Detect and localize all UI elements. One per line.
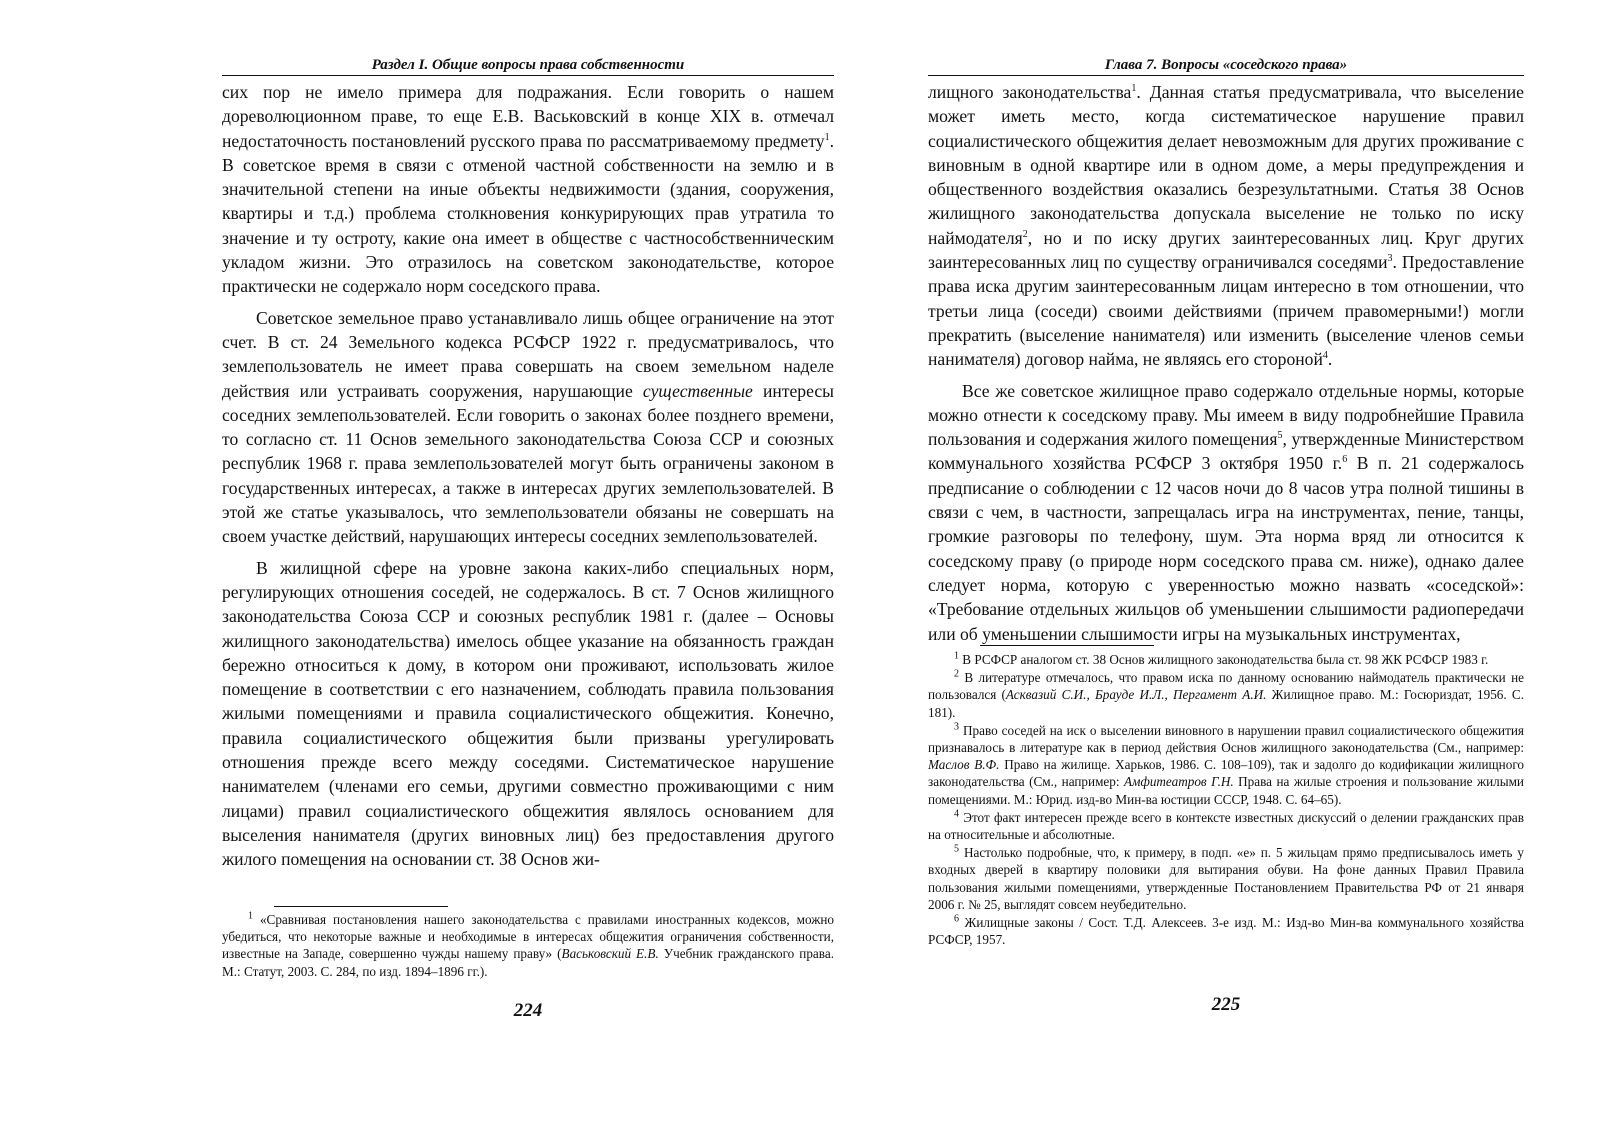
text-run: Право на жилище. Харьков, 1986. С. 108–109), так и задолго до кодификации жилищного законодательства (См., например: [928,757,1524,790]
footnote-ref: 1 [824,131,830,143]
text-run: Этот факт интересен прежде всего в контексте известных дискуссий о делении гражданских прав на относительные и абсолютные. [928,809,1524,843]
right-footnotes [928,651,1524,949]
text-run: Право соседей на иск о выселении виновного в нарушении правил социалистического общежития признавалось в литературе как в период действия Основ жилищного законодательства (См., например: [928,722,1524,756]
footnote-ref: 1 [954,650,959,662]
right-footnote-1 [928,651,1524,668]
footnote-ref: 2 [954,668,959,680]
footnote-ref: 3 [1387,253,1393,265]
footnote-ref: 4 [1322,350,1328,362]
text-run: Настолько подробные, что, к примеру, в подп. «е» п. 5 жильцам прямо предписывалось иметь у входных дверей в квартиру половики для вытирания обуви. На фоне данных Правил Правила пользования жилыми помещениями, утвержденные Постановлением Правительства РФ от 21 января 2006 г. № 25, выглядят совсем неубедительно. [928,845,1524,912]
footnote-ref: 5 [1277,430,1283,442]
left-footnote-1: $^1$ «Сравнивая постановления нашего законодательства с правилами иностранных кодексов, можно убедиться, что некоторые важные и необходимые в интересах общежития ограничения собственности, известные на Западе, совершенно чужды нашему праву» (Васьковский Е.В. Учебник гражданского права. М.: Статут, 2003. С. 284, по изд. 1894–1896 гг.). [222,910,834,979]
left-paragraph-2: Советское земельное право устанавливало лишь общее ограничение на этот счет. В ст. 24 Земельного кодекса РСФСР 1922 г. предусматривалось, что землепользователь не имеет права совершать на своем земельном наделе действия или устраивать сооружения, нарушающие существенные интересы соседних землепользователей. Если говорить о законах более позднего времени, то согласно ст. 11 Основ земельного законодательства Союза ССР и союзных республик 1968 г. права землепользователей могут быть ограничены законом в государственных интересах, а также в интересах других землепользователей. В этой же статье указывалось, что землепользователи обязаны не совершать на своем участке действий, нарушающих интересы соседних землепользователей. [222,307,834,547]
right-running-head: Глава 7. Вопросы «соседского права» [1104,57,1348,73]
left-footnote-rule [274,906,448,907]
footnote-ref: 6 [954,913,959,925]
text-run: , но и по иску других заинтересованных лиц. Круг других заинтересованных лиц по существу ограничивался соседями [928,227,1524,273]
emphasis: Маслов В.Ф. [928,757,1000,773]
right-paragraph-1 [928,80,1524,372]
right-footnote-2 [928,669,1524,721]
emphasis: Амфитеатров Г.Н. [1123,774,1234,790]
text-run: , утвержденные Министерством коммунального хозяйства РСФСР 3 октября 1950 г. [928,429,1524,474]
text-run: Жилищные законы / Сост. Т.Д. Алексеев. 3-е изд. М.: Изд-во Мин-ва коммунального хозяйства РСФСР, 1957. [928,915,1524,948]
footnote-ref: 4 [954,808,959,820]
right-footnote-6 [928,914,1524,948]
emphasis: существенные [642,380,753,401]
text-run: Все же советское жилищное право содержало отдельные нормы, которые можно отнести к соседскому праву. Мы имеем в виду подробнейшие Правила пользования и содержания жилого помещения [928,380,1524,450]
left-head-rule [222,75,834,76]
left-footnotes [222,911,834,981]
right-footnote-rule [980,645,1154,646]
left-paragraph-3: В жилищной сфере на уровне закона каких-либо специальных норм, регулирующих отношения соседей, не содержалось. В ст. 7 Основ жилищного законодательства Союза ССР и союзных республик 1981 г. (далее – Основы жилищного законодательства) имелось общее указание на обязанность граждан бережно относиться к дому, в котором они проживают, использовать жилое помещение в соответствии с его назначением, соблюдать правила пользования жилыми помещениями и правила социалистического общежития. Конечно, правила социалистического общежития были призваны урегулировать отношения прежде всего между соседями. Систематическое нарушение нанимателем (членами его семьи, другими совместно проживающими с ним лицами) правил социалистического общежития являлось основанием для выселения нанимателя (других виновных лиц) без предоставления другого жилого помещения на основании ст. 38 Основ жи- [222,557,834,870]
text-run: Жилищное право. М.: Госюриздат, 1956. С. 181). [928,687,1524,720]
right-footnote-5 [928,844,1524,913]
text-run: . Предоставление права иска другим заинтересованным лицам интересно в том отношении, что третьи лица (соседи) своими действиями (причем правомерными!) могли прекратить (выселение нанимателя) или изменить (выселение членов семьи нанимателя) договор найма, не являясь его стороной [928,252,1524,370]
right-footnote-3 [928,722,1524,808]
emphasis: Асквазий С.И., Брауде И.Л., Пергамент А.И. [1005,687,1267,703]
footnote-ref: 2 [1022,228,1028,240]
text-run: В РСФСР аналогом ст. 38 Основ жилищного законодательства была ст. 98 ЖК РСФСР 1983 г. [959,652,1489,667]
left-paragraph-1: сих пор не имело примера для подражания. Если говорить о нашем дореволюционном праве, то еще Е.В. Васьковский в конце XIX в. отмечал недостаточность постановлений русского права по рассматриваемому предмету$^1$. В советское время в связи с отменой частной собственности на землю и в значительной степени на иные объекты недвижимости (здания, сооружения, квартиры и т.д.) проблема столкновения конкурирующих прав утратила то значение и ту остроту, какие она имеет в обществе с частнособственническим укладом жизни. Это отразилось на советском законодательстве, которое практически не содержало норм соседского права. [222,82,834,297]
footnote-ref: 5 [954,843,959,855]
right-paragraph-2 [928,379,1524,646]
right-footnote-4 [928,809,1524,843]
text-run: . Данная статья предусматривала, что выселение может иметь место, когда систематическое нарушение правил социалистического общежития делает невозможным для других проживание с виновным в одной квартире или в одном доме, а меры предупреждения и общественного воздействия оказались безрезультатными. Статья 38 Основ жилищного законодательства допускала выселение не только по иску наймодателя [928,82,1524,248]
left-running-head: Раздел I. Общие вопросы права собственности [371,57,685,73]
text-run: В п. 21 содержалось предписание о соблюдении с 12 часов ночи до 8 часов утра полной тишины в связи с чем, в частности, запрещалась игра на инструментах, пение, танцы, громкие разговоры по телефону, шум. Эта норма вряд ли относится к соседскому праву (о природе норм соседского права см. ниже), однако далее следует норма, которую с уверенностью можно назвать «соседской»: «Требование отдельных жильцов об уменьшении слышимости радиопередачи или об уменьшении слышимости игры на музыкальных инструментах, [928,453,1525,644]
footnote-ref: 1 [1131,83,1137,95]
text-run: Права на жилые строения и пользование жилыми помещениями. М.: Юрид. изд-во Мин-ва юстиции СССР, 1948. С. 64–65). [928,774,1524,807]
left-body-text [222,80,834,879]
left-page-number: 224 [513,1000,543,1021]
text-run: В литературе отмечалось, что правом иска по данному основанию наймодатель практически не пользовался ( [928,670,1524,703]
right-body-text [928,80,1524,653]
footnote-ref: 6 [1342,454,1348,466]
text-run: лищного законодательства [928,82,1132,102]
right-head-rule [928,75,1524,76]
footnote-ref: 3 [954,721,959,733]
text-run: . [1327,349,1333,370]
right-page-number: 225 [1211,994,1241,1015]
